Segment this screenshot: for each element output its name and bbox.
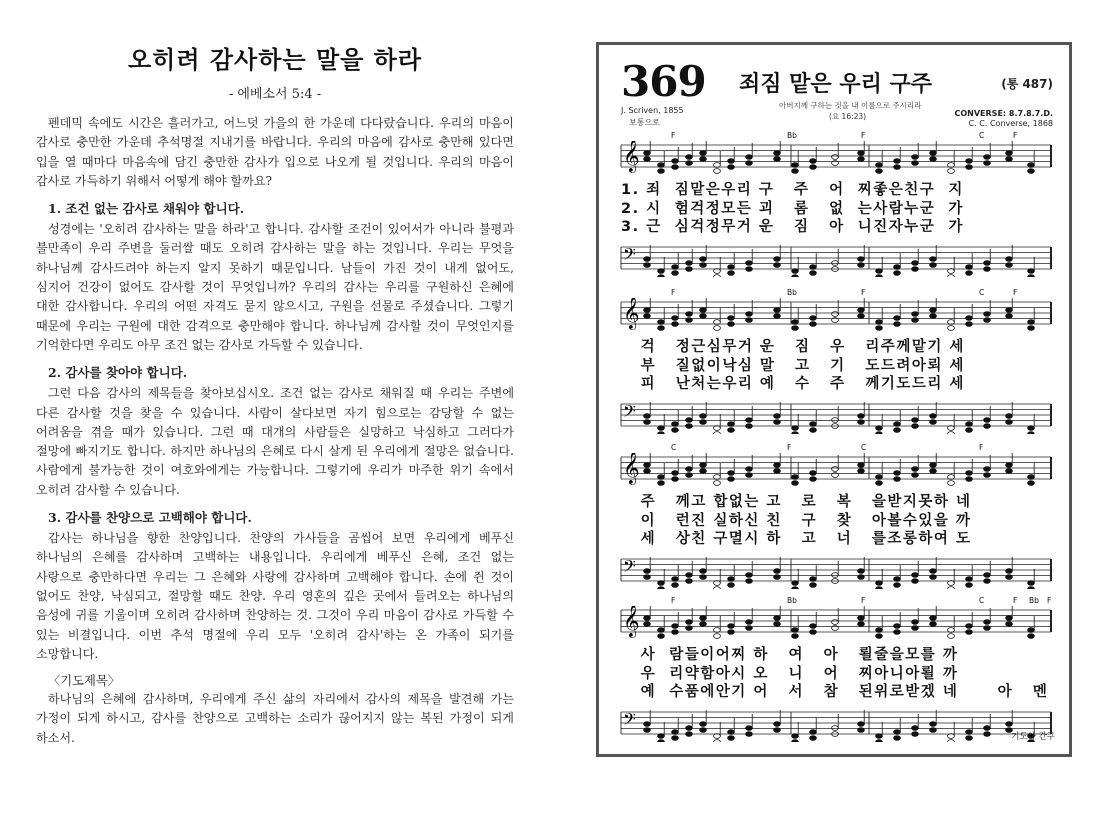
hymn-prayer-tag: 기도와 간구 [1011,732,1055,742]
chord-symbol: C [979,288,985,297]
lyrics-block [621,181,1061,237]
chord-symbol: F [979,443,984,452]
chord-symbol: F [671,288,676,297]
svg-text:𝄢: 𝄢 [623,401,636,425]
hymn-tune: CONVERSE: 8.7.8.7.D. [954,109,1053,118]
svg-text:𝄞: 𝄞 [623,141,640,172]
lyric-line: 우 리약함아시 오 니 어 찌아니아뢸 까 [621,665,959,682]
lyric-line: 예 수품에안기 어 서 참 된위로받겠 네 아 멘 [621,684,1049,700]
article [36,40,514,748]
section-3-heading: 3. 감사를 찬양으로 고백해야 합니다. [48,510,252,526]
hymn-old-number: (통 487) [1001,77,1053,91]
chord-symbol: F [1047,596,1052,605]
treble-staff [599,453,1069,487]
section-1-heading: 1. 조건 없는 감사로 채워야 합니다. [48,201,245,217]
svg-text:𝄞: 𝄞 [623,606,640,637]
prayer-heading: 〈기도제목〉 [48,674,121,689]
lyric-line: 1. 죄 짐맡은우리 구 주 어 찌좋은친구 지 [621,182,964,198]
chord-symbol: F [1013,288,1018,297]
chord-symbol: F [861,288,866,297]
section-2-body: 그런 다음 감사의 제목들을 찾아보십시오. 조건 없는 감사로 채워질 때 우리는 주변에 다른 감사할 것을 찾을 수 있습니다. 사람이 살다보면 자기 힘으로는 감당할 수 없는 어려움을 겪을 때가 있습니다. 그런 때 대개의 사람들은 실망하고 낙심하고 그러다가 절망에 빠지기도 합니다. 하지만 하나님의 은혜로 다시 살게 된 우리에게 절망은 없습니다. 사람에게 불가능한 것이 여호와에게는 가능합니다. 그렇기에 우리가 마주한 위기 속에서 오히려 감사할 수 있습니다. [36,386,514,497]
bass-staff [599,708,1069,742]
chord-symbol: F [787,443,792,452]
svg-text:𝄞: 𝄞 [623,453,640,484]
hymn-title: 죄짐 맡은 우리 구주 [739,72,932,97]
chord-symbol: F [1013,131,1018,140]
svg-text:𝄞: 𝄞 [623,298,640,329]
hymn-verse: 아버지께 구하는 것을 내 이름으로 주시리라 [779,101,922,110]
chord-symbol: F [1013,596,1018,605]
section-1-body: 성경에는 '오히려 감사하는 말을 하라'고 합니다. 감사할 조건이 있어서가 아니라 불평과 불만족이 우리 주변을 둘러쌀 때도 오히려 감사하는 말을 하는 것입니다. 우리는 무엇을 하나님께 감사드려야 하는지 알지 못하기 때문입니다. 남들이 가진 것이 내게 없어도, 심지어 건강이 없어도 감사할 것이 무엇입니까? 우리의 감사는 우리를 구원하신 은혜에 대한 감사합니다. 우리의 어떤 자격도 묻지 않으시고, 구원을 선물로 주셨습니다. 그렇기 때문에 우리는 구원에 대한 감격으로 충만해야 합니다. 하나님께 감사할 것이 무엇인지를 기억한다면 우리도 아무 조건 없는 감사로 가득할 수 있습니다. [36,222,514,352]
section-3-body: 감사는 하나님을 향한 찬양입니다. 찬양의 가사들을 곰씹어 보면 우리에게 베푸신 하나님의 은혜를 감사하며 고백하는 내용입니다. 우리에게 베푸신 은혜, 조건 없는 사랑으로 충만하다면 우리는 그 은혜와 사랑에 감사하며 고백해야 합니다. 손에 쥔 것이 없어도 찬양, 낙심되고, 절망할 때도 찬양. 우리 영혼의 깊은 곳에서 들려오는 하나님의 음성에 귀를 기울이며 오히려 감사하며 찬양하는 것. 그것이 우리 마음이 감사로 가득할 수 있는 비결입니다. 이번 추석 명절에 우리 모두 '오히려 감사'하는 온 가족이 되기를 소망합니다. [36,531,514,661]
chord-symbol: Bb [787,131,797,140]
article-title: 오히려 감사하는 말을 하라 [127,46,423,74]
section-2-heading: 2. 감사를 찾아야 합니다. [48,365,188,381]
chord-symbol: C [861,443,867,452]
chord-symbol: Bb [787,596,797,605]
intro-paragraph: 펜데믹 속에도 시간은 흘러가고, 어느덧 가을의 한 가운데 다다랐습니다. 우리의 마음이 감사로 충만한 가운데 추석명절 지내기를 바랍니다. 우리의 마음에 감사로 충만해 있다면 입을 열 때마다 마음속에 담긴 충만한 감사가 입으로 나오게 될 것입니다. 우리의 마음이 감사로 가득하기 위해서 어떻게 해야 할까요? [36,116,514,188]
lyric-line: 이 런진 실하신 친 구 찾 아볼수있을 까 [621,512,972,529]
chord-symbol: C [979,596,985,605]
hymn-lyricist: J. Scriven, 1855 [621,106,684,115]
hymn-composer: C. C. Converse, 1868 [968,119,1053,128]
lyric-line: 피 난처는우리 예 수 주 께기도드리 세 [621,376,965,392]
chord-symbol: Bb [1029,596,1039,605]
chord-symbol: C [979,131,985,140]
hymn-sheet [596,42,1072,757]
hymn-verse-ref: (요 16:23) [829,112,867,121]
treble-staff [599,606,1069,640]
chord-symbol: C [671,443,677,452]
lyric-line: 세 상친 구멸시 하 고 너 를조롱하여 도 [621,531,972,547]
svg-text:𝄢: 𝄢 [623,709,636,733]
svg-text:𝄢: 𝄢 [623,244,636,268]
bass-staff [599,243,1069,277]
lyric-line: 걱 정근심무거 운 짐 우 리주께맡기 세 [621,339,965,355]
treble-staff [599,141,1069,175]
chord-symbol: F [861,596,866,605]
lyrics-block [621,338,1061,394]
bass-staff [599,555,1069,589]
chord-symbol: Bb [787,288,797,297]
treble-staff [599,298,1069,332]
lyric-line: 2. 시 험걱정모든 괴 롬 없 는사람누군 가 [621,200,964,217]
chord-symbol: F [671,131,676,140]
bass-staff [599,400,1069,434]
chord-symbol: F [671,596,676,605]
lyric-line: 사 람들이어찌 하 여 아 뢸줄을모를 까 [621,647,959,663]
svg-text:𝄢: 𝄢 [623,556,636,580]
lyrics-block [621,646,1061,702]
lyric-line: 주 께고 합없는 고 로 복 을받지못하 네 [621,494,972,510]
lyric-line: 부 질없이낙심 말 고 기 도드려아뢰 세 [621,357,965,374]
hymn-number: 369 [621,57,706,106]
article-subtitle: - 에베소서 5:4 - [228,87,322,102]
chord-symbol: F [861,131,866,140]
prayer-body: 하나님의 은혜에 감사하며, 우리에게 주신 삶의 자리에서 감사의 제목을 발견해 가는 가정이 되게 하시고, 감사를 찬양으로 고백하는 소리가 끊어지지 않는 복된 가정이 되게 하소서. [36,692,514,745]
lyrics-block [621,493,1061,549]
hymn-tempo: 보통으로 [629,118,660,127]
lyric-line: 3. 근 심걱정무거 운 짐 아 니진자누군 가 [621,219,964,235]
